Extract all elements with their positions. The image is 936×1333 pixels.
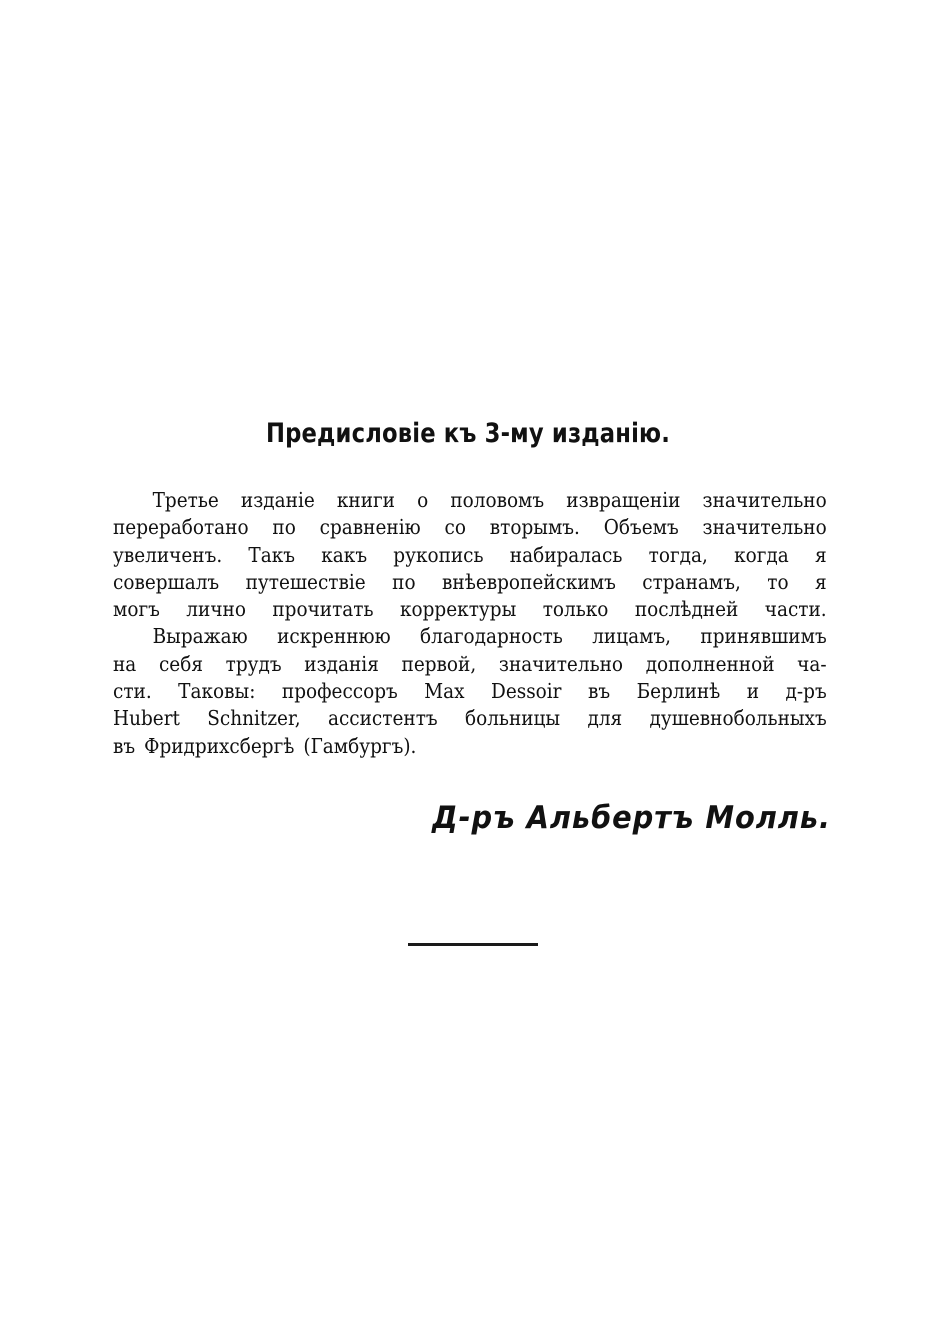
word: Таковы:: [178, 679, 256, 704]
paragraph-2-line-3: [113, 678, 827, 705]
word: благодарность: [420, 624, 563, 649]
preface-title: Предисловіе къ 3-му изданію.: [265, 418, 671, 449]
word: искреннюю: [277, 624, 391, 649]
word: Hubert: [113, 706, 180, 731]
word: путешествіе: [245, 569, 366, 594]
word: трудъ: [225, 651, 282, 676]
word: части.: [764, 597, 827, 622]
paragraph-2-line-2: [113, 651, 827, 678]
word: значительно: [702, 515, 827, 540]
word: Берлинѣ: [636, 679, 721, 704]
paragraph-1-line-2: [113, 514, 827, 541]
word: первой,: [401, 651, 477, 676]
word: въ: [113, 733, 136, 758]
word: внѣевропейскимъ: [442, 569, 616, 594]
word: дополненной: [645, 651, 775, 676]
word: въ: [587, 679, 611, 704]
word: себя: [158, 651, 203, 676]
word: то: [767, 569, 789, 594]
word: Объемъ: [603, 515, 679, 540]
word: книги: [336, 488, 395, 512]
word: я: [814, 542, 827, 567]
word: лично: [186, 597, 246, 622]
word: со: [444, 515, 466, 540]
word: изданія: [304, 651, 379, 676]
word: Фридрихсбергѣ: [144, 733, 295, 758]
author-signature: Д-ръ Альбертъ Молль.: [432, 800, 831, 836]
word: ассистентъ: [327, 706, 438, 731]
closing-rule: [408, 943, 538, 946]
word: лицамъ,: [592, 624, 672, 649]
paragraph-2-line-1: [113, 623, 827, 650]
word: корректуры: [399, 597, 517, 622]
paragraph-1-line-1: [113, 487, 827, 514]
word: на: [113, 651, 137, 676]
word: принявшимъ: [700, 624, 827, 649]
word: по: [272, 515, 296, 540]
paragraph-1-line-4: [113, 569, 827, 596]
word: увеличенъ.: [113, 542, 223, 567]
word: профессоръ: [281, 679, 398, 704]
paragraph-1-line-5: [113, 596, 827, 623]
word: больницы: [464, 706, 561, 731]
word: Такъ: [248, 542, 296, 567]
word: изданіе: [240, 488, 315, 512]
word: вторымъ.: [489, 515, 580, 540]
word: Dessoir: [491, 679, 562, 704]
word: совершалъ: [113, 569, 220, 594]
word: д-ръ: [785, 679, 827, 704]
word: Третье: [152, 488, 219, 512]
word: набиралась: [509, 542, 623, 567]
preface-body: [113, 487, 827, 760]
word: какъ: [321, 542, 368, 567]
word: ча-: [797, 651, 827, 676]
word: для: [587, 706, 623, 731]
word: тогда,: [648, 542, 708, 567]
word: послѣдней: [634, 597, 739, 622]
word: могъ: [113, 597, 160, 622]
word: значительно: [498, 651, 624, 676]
word: прочитать: [272, 597, 374, 622]
word: душевнобольныхъ: [649, 706, 827, 731]
word: когда: [734, 542, 789, 567]
word: только: [542, 597, 609, 622]
paragraph-2-line-4: [113, 705, 827, 732]
word: Schnitzer,: [207, 706, 301, 731]
word: по: [392, 569, 416, 594]
word: странамъ,: [642, 569, 741, 594]
word: (Гамбургъ).: [303, 733, 417, 758]
word: рукопись: [393, 542, 484, 567]
word: сти.: [113, 679, 152, 704]
word: половомъ: [450, 488, 545, 512]
word: сравненію: [319, 515, 421, 540]
word: переработано: [113, 515, 249, 540]
word: Выражаю: [152, 624, 248, 649]
word: о: [417, 488, 429, 512]
paragraph-1-line-3: [113, 542, 827, 569]
word: значительно: [702, 488, 827, 512]
word: Max: [424, 679, 465, 704]
paragraph-2-line-5: [113, 733, 827, 760]
word: и: [746, 679, 760, 704]
word: я: [815, 569, 827, 594]
word: извращеніи: [566, 488, 681, 512]
